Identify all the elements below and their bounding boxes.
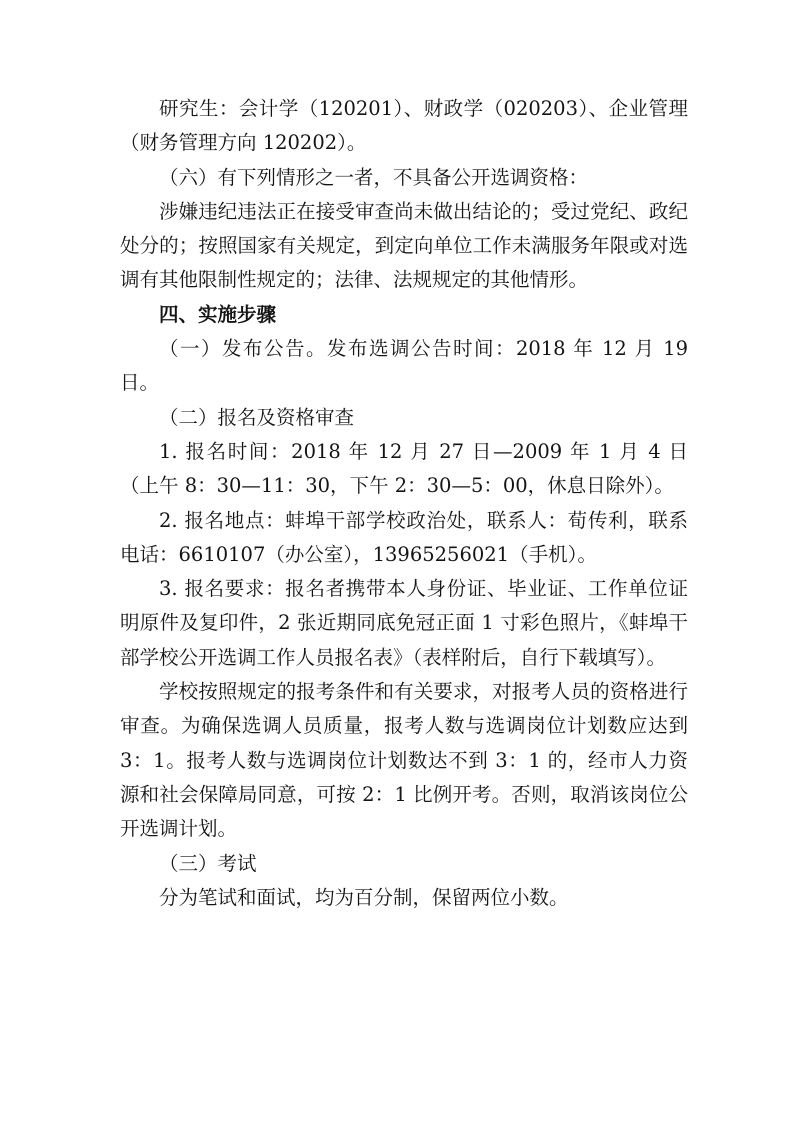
paragraph-exam-heading: （三）考试 [159,851,257,875]
paragraph-qualification-review: 学校按照规定的报考条件和有关要求，对报考人员的资格进行审查。为确保选调人员质量，报考人数与选调岗位计划数应达到 3：1。报考人数与选调岗位计划数达不到 3：1 的，经市人力资源和社会保障局同意，可按 2：1 比例开考。否则，取消该岗位公开选调计划。 [120,680,688,841]
paragraph-disqualification-heading: （六）有下列情形之一者，不具备公开选调资格： [159,165,589,189]
paragraph-registration-time: 1. 报名时间：2018 年 12 月 27 日—2009 年 1 月 4 日（上午 8：30—11：30，下午 2：30—5：00，休息日除外）。 [120,439,688,498]
paragraph-exam-scoring: 分为笔试和面试，均为百分制，保留两位小数。 [159,885,569,909]
paragraph-publish-announcement: （一）发布公告。发布选调公告时间：2018 年 12 月 19 日。 [120,337,688,395]
document-body [120,92,688,915]
section-heading-implementation-steps: 四、实施步骤 [159,302,277,326]
paragraph-disqualification-conditions: 涉嫌违纪违法正在接受审查尚未做出结论的；受过党纪、政纪处分的；按照国家有关规定，到定向单位工作未满服务年限或对选调有其他限制性规定的；法律、法规规定的其他情形。 [120,199,688,292]
paragraph-registration-requirements: 3. 报名要求：报名者携带本人身份证、毕业证、工作单位证明原件及复印件，2 张近期同底免冠正面 1 寸彩色照片，《蚌埠干部学校公开选调工作人员报名表》（表样附后，自行下载填写）。 [120,577,688,669]
paragraph-registration-location: 2. 报名地点：蚌埠干部学校政治处，联系人：荀传利，联系电话：6610107（办公室），13965256021（手机）。 [120,508,688,566]
paragraph-graduate-majors: 研究生：会计学（120201）、财政学（020203）、企业管理（财务管理方向 120202）。 [120,97,688,155]
paragraph-registration-review-heading: （二）报名及资格审查 [159,405,355,429]
